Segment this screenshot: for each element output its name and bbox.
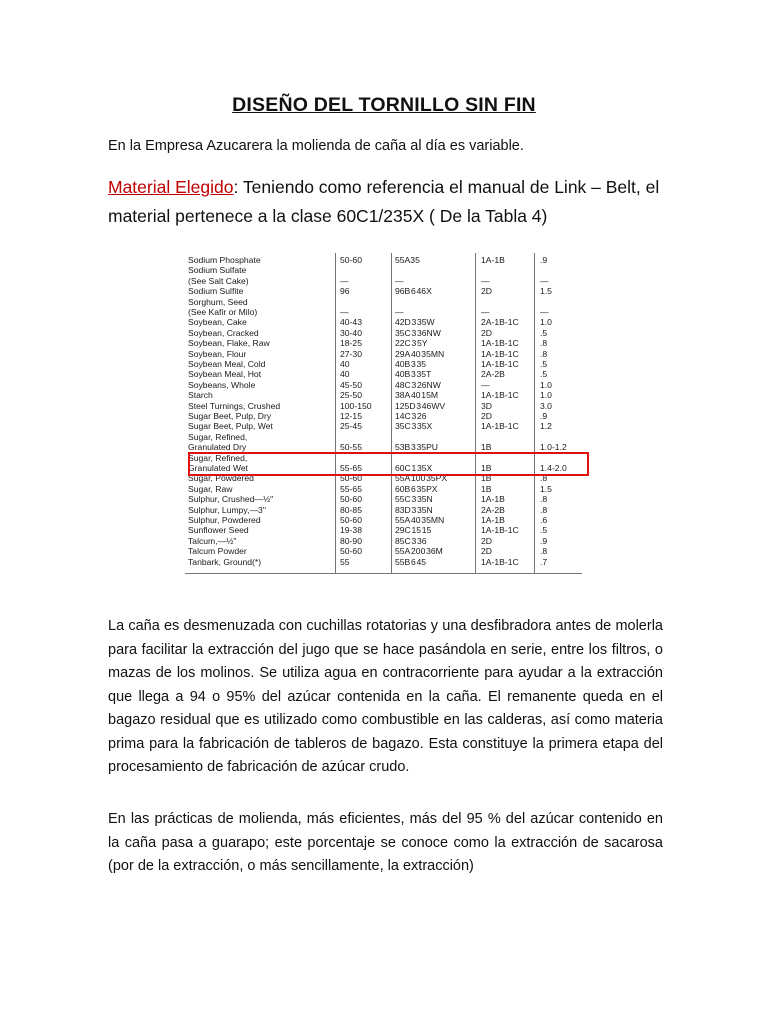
table-cell: 2D xyxy=(481,535,492,546)
table-cell: 53B 3 35PU xyxy=(395,442,439,453)
table-cell: 1.5 xyxy=(540,483,552,494)
table-cell: .9 xyxy=(540,255,548,265)
table-cell: 50-60 xyxy=(340,255,362,265)
table-cell: 100-150 xyxy=(340,400,372,411)
table-row xyxy=(185,432,582,443)
table-cell: 35C 3 36NW xyxy=(395,327,441,338)
table-row xyxy=(185,349,582,360)
table-row xyxy=(185,255,582,266)
table-cell: — xyxy=(395,307,404,317)
table-cell: 42D 3 35W xyxy=(395,317,435,328)
table-cell: Sunflower Seed xyxy=(188,525,249,536)
table-row xyxy=(185,265,582,276)
material-statement xyxy=(108,173,668,231)
table-bottom-rule xyxy=(185,573,582,574)
table-cell: 55B 6 45 xyxy=(395,556,427,567)
table-cell: 55A35 xyxy=(395,255,420,265)
table-row xyxy=(185,484,582,495)
table-cell: 40B 3 35T xyxy=(395,369,432,380)
table-cell: 50-60 xyxy=(340,494,362,505)
table-row xyxy=(185,401,582,412)
table-cell: 2A-2B xyxy=(481,504,505,515)
table-cell: 1B xyxy=(481,483,492,494)
table-cell: 125D 3 46WV xyxy=(395,400,446,411)
table-cell: 1.5 xyxy=(540,286,552,297)
table-cell: Starch xyxy=(188,390,213,401)
table-cell: Sodium Sulfate xyxy=(188,265,247,276)
table-cell: .9 xyxy=(540,411,548,421)
table-cell: .5 xyxy=(540,359,548,369)
table-cell: .8 xyxy=(540,473,548,484)
table-cell: 1.0 xyxy=(540,379,552,390)
table-row xyxy=(185,317,582,328)
table-cell: 1A-1B-1C xyxy=(481,390,519,401)
table-cell: Sugar Beet, Pulp, Wet xyxy=(188,421,273,432)
table-row xyxy=(185,328,582,339)
table-row xyxy=(185,276,582,287)
table-cell: 50-60 xyxy=(340,546,362,557)
table-cell: 1A-1B-1C xyxy=(481,556,519,567)
table-row xyxy=(185,546,582,557)
table-cell: 1B xyxy=(481,463,492,473)
table-cell: Sulphur, Crushed—½" xyxy=(188,494,274,505)
table-cell: Sugar, Refined, xyxy=(188,431,248,442)
table-cell: 60C 1 35X xyxy=(395,463,433,473)
table-cell: 1B xyxy=(481,473,492,484)
table-cell: Soybean Meal, Cold xyxy=(188,359,266,369)
table-cell: 3D xyxy=(481,400,492,411)
table-cell: 55A 40 35MN xyxy=(395,515,445,525)
table-cell: .8 xyxy=(540,504,548,515)
table-cell: Tanbark, Ground(*) xyxy=(188,556,262,567)
table-row xyxy=(185,505,582,516)
material-label: Material Elegido xyxy=(108,177,234,197)
table-cell: 40 xyxy=(340,369,350,380)
table-cell: 1A-1B-1C xyxy=(481,338,519,349)
table-cell: .5 xyxy=(540,369,548,380)
table-row xyxy=(185,421,582,432)
table-cell: 55-65 xyxy=(340,463,362,473)
table-cell: Steel Turnings, Crushed xyxy=(188,400,281,411)
table-cell: Soybean, Cracked xyxy=(188,327,259,338)
table-cell: Talcum Powder xyxy=(188,546,247,557)
table-row xyxy=(185,536,582,547)
table-row xyxy=(185,411,582,422)
table-cell: 29C 15 15 xyxy=(395,525,432,536)
table-row xyxy=(185,380,582,391)
table-cell: Talcum,—½" xyxy=(188,535,237,546)
page-title: DISEÑO DEL TORNILLO SIN FIN xyxy=(232,94,536,116)
table-row xyxy=(185,494,582,505)
table-cell: .5 xyxy=(540,327,548,338)
table-cell: Sodium Phosphate xyxy=(188,255,261,265)
table-cell: 55A 200 36M xyxy=(395,546,443,557)
table-cell: 29A 40 35MN xyxy=(395,348,445,359)
table-cell: 2D xyxy=(481,327,492,338)
table-cell: 55 xyxy=(340,556,350,567)
table-cell: 1A-1B-1C xyxy=(481,525,519,536)
table-row xyxy=(185,525,582,536)
table-cell: — xyxy=(481,275,490,286)
table-cell: 30-40 xyxy=(340,327,362,338)
table-cell: Soybeans, Whole xyxy=(188,379,256,390)
table-cell: 50-55 xyxy=(340,442,362,453)
table-cell: 45-50 xyxy=(340,379,362,390)
table-cell: — xyxy=(395,275,404,286)
table-cell: Sugar, Powdered xyxy=(188,473,254,484)
table-cell: — xyxy=(481,307,490,317)
table-cell: 60B 6 35PX xyxy=(395,483,438,494)
table-cell: Sugar Beet, Pulp, Dry xyxy=(188,411,272,421)
table-cell: 50-60 xyxy=(340,473,362,484)
table-cell: 22C 3 5Y xyxy=(395,338,428,349)
table-row xyxy=(185,557,582,568)
table-cell: 3.0 xyxy=(540,400,552,411)
table-cell: (See Salt Cake) xyxy=(188,275,249,286)
table-cell: Sulphur, Lumpy,—3" xyxy=(188,504,266,515)
table-cell: Granulated Dry xyxy=(188,442,247,453)
table-cell: 1.2 xyxy=(540,421,552,432)
table-cell: Soybean, Cake xyxy=(188,317,247,328)
table-cell: 40 xyxy=(340,359,350,369)
table-cell: 1.0 xyxy=(540,317,552,328)
highlight-box xyxy=(188,452,589,476)
table-cell: Sorghum, Seed xyxy=(188,296,248,307)
table-row xyxy=(185,515,582,526)
table-cell: 1.0-1.2 xyxy=(540,442,567,453)
table-cell: 85C 3 36 xyxy=(395,535,427,546)
table-cell: 25-50 xyxy=(340,390,362,401)
table-cell: 55-65 xyxy=(340,483,362,494)
table-cell: 1A-1B-1C xyxy=(481,421,519,432)
table-cell: — xyxy=(540,307,549,317)
table-cell: 55A 100 35PX xyxy=(395,473,448,484)
table-cell: Sugar, Raw xyxy=(188,483,233,494)
table-cell: 2A-1B-1C xyxy=(481,317,519,328)
table-cell: 1A-1B-1C xyxy=(481,348,519,359)
table-row xyxy=(185,307,582,318)
table-cell: 14C 3 26 xyxy=(395,411,427,421)
table-cell: 18-25 xyxy=(340,338,362,349)
table-cell: — xyxy=(340,307,349,317)
table-cell: — xyxy=(481,379,490,390)
table-cell: 2D xyxy=(481,286,492,297)
table-cell: (See Kafir or Milo) xyxy=(188,307,258,317)
table-cell: Granulated Wet xyxy=(188,463,249,473)
table-cell: 25-45 xyxy=(340,421,362,432)
table-cell: 55C 3 35N xyxy=(395,494,433,505)
table-cell: 38A 40 15M xyxy=(395,390,439,401)
table-cell: 12-15 xyxy=(340,411,362,421)
table-cell: 35C 3 35X xyxy=(395,421,433,432)
table-cell: 1A-1B xyxy=(481,255,505,265)
table-cell: 50-60 xyxy=(340,515,362,525)
table-cell: 19-38 xyxy=(340,525,362,536)
table-cell: .5 xyxy=(540,525,548,536)
table-cell: 1A-1B xyxy=(481,515,505,525)
table-cell: 96 xyxy=(340,286,350,297)
table-cell: Soybean, Flake, Raw xyxy=(188,338,270,349)
table-cell: 1.0 xyxy=(540,390,552,401)
table-cell: 2D xyxy=(481,546,492,557)
table-cell: 83D 3 35N xyxy=(395,504,433,515)
table-cell: — xyxy=(540,275,549,286)
table-cell: .8 xyxy=(540,348,548,359)
table-cell: .8 xyxy=(540,338,548,349)
table-cell: 1A-1B-1C xyxy=(481,359,519,369)
paragraph-1: La caña es desmenuzada con cuchillas rotatorias y una desfibradora antes de molerla para facilitar la extracción del jugo que se hace pasándola en serie, entre los filtros, o mazas de los molinos. Se utiliza agua en contracorriente para ayudar a la extracción que llega a 94 o 95% del azúcar contenida en la caña. El remanente queda en el bagazo residual que es utilizado como combustible en las calderas, así como materia prima para la fabricación de tableros de bagazo. Esta constituye la primera etapa del procesamiento de fabricación de azúcar crudo. xyxy=(108,618,663,775)
table-cell: Soybean Meal, Hot xyxy=(188,369,262,380)
table-row xyxy=(185,286,582,297)
material-text: : Teniendo como referencia el manual de Link – Belt, el material pertenece a la clase 60C1/235X ( De la Tabla 4) xyxy=(108,177,660,226)
table-cell: 1.4-2.0 xyxy=(540,463,567,473)
table-cell: .9 xyxy=(540,535,548,546)
table-cell: 40-43 xyxy=(340,317,362,328)
material-table xyxy=(185,247,582,575)
table-row xyxy=(185,359,582,370)
table-row xyxy=(185,390,582,401)
table-cell: 80-85 xyxy=(340,504,362,515)
table-cell: Soybean, Flour xyxy=(188,348,247,359)
table-cell: Sodium Sulfite xyxy=(188,286,244,297)
table-cell: .7 xyxy=(540,556,548,567)
table-cell: 80-90 xyxy=(340,535,362,546)
table-cell: .8 xyxy=(540,546,548,557)
table-row xyxy=(185,338,582,349)
table-cell: .6 xyxy=(540,515,548,525)
table-cell: 1B xyxy=(481,442,492,453)
table-cell: 48C 3 26NW xyxy=(395,379,441,390)
table-cell: 27-30 xyxy=(340,348,362,359)
table-row xyxy=(185,369,582,380)
table-row xyxy=(185,297,582,308)
table-cell: Sugar, Refined, xyxy=(188,452,248,463)
table-cell: Sulphur, Powdered xyxy=(188,515,261,525)
table-cell: 96B 6 46X xyxy=(395,286,432,297)
intro-text: En la Empresa Azucarera la molienda de caña al día es variable. xyxy=(108,138,524,154)
table-cell: 2D xyxy=(481,411,492,421)
table-cell: — xyxy=(340,275,349,286)
table-cell: .8 xyxy=(540,494,548,505)
paragraph-2: En las prácticas de molienda, más eficientes, más del 95 % del azúcar contenido en la caña pasa a guarapo; este porcentaje se conoce como la extracción de sacarosa (por de la extracción, o más sencillamente, la extracción) xyxy=(108,811,663,874)
table-cell: 2A-2B xyxy=(481,369,505,380)
table-cell: 40B 3 35 xyxy=(395,359,427,369)
table-cell: 1A-1B xyxy=(481,494,505,505)
